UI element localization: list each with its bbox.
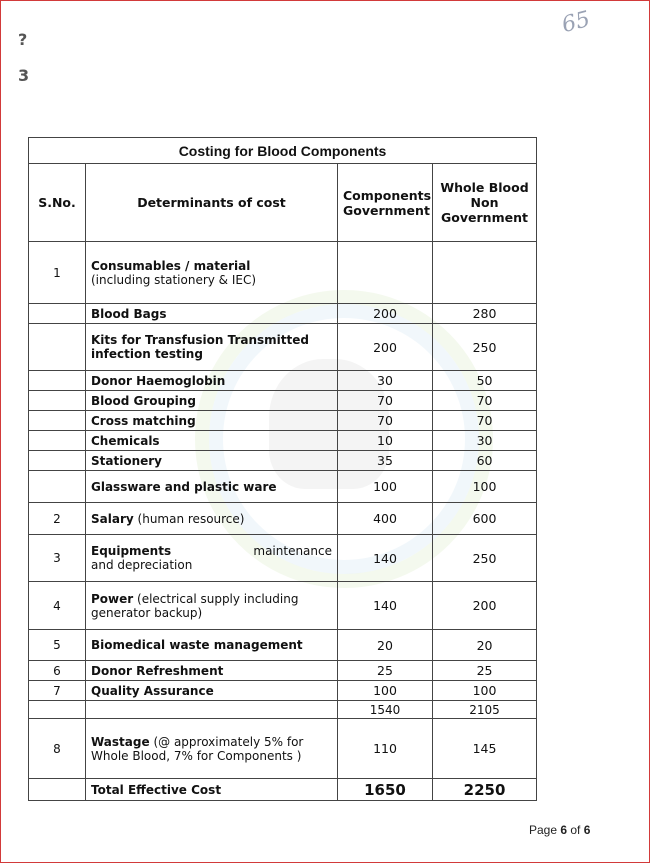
handwritten-page-number: 65 <box>559 6 593 39</box>
header-whole-blood: Whole Blood Non Government <box>433 164 537 242</box>
cost-table <box>28 137 537 801</box>
margin-mark: ? <box>18 30 28 49</box>
table-row: 1 Consumables / material (including stationery & IEC) <box>29 242 537 304</box>
table-row: 7 Quality Assurance 100 100 <box>29 681 537 701</box>
table-row: Kits for Transfusion Transmitted infection testing 200 250 <box>29 324 537 371</box>
table-row: Blood Grouping 70 70 <box>29 391 537 411</box>
table-row: Donor Haemoglobin 30 50 <box>29 371 537 391</box>
total-non-govt: 2250 <box>433 779 537 801</box>
margin-mark: 3 <box>18 66 30 85</box>
table-row: Blood Bags 200 280 <box>29 304 537 324</box>
table-caption: Costing for Blood Components <box>29 138 537 164</box>
table-row: 2 Salary (human resource) 400 600 <box>29 503 537 535</box>
table-row: 6 Donor Refreshment 25 25 <box>29 661 537 681</box>
header-determinants: Determinants of cost <box>86 164 338 242</box>
subtotal-row: 1540 2105 <box>29 701 537 719</box>
total-label: Total Effective Cost <box>86 779 338 801</box>
header-sno: S.No. <box>29 164 86 242</box>
table-row: Chemicals 10 30 <box>29 431 537 451</box>
table-row: 8 Wastage (@ approximately 5% for Whole Blood, 7% for Components ) 110 145 <box>29 719 537 779</box>
total-row <box>29 779 537 801</box>
page-footer: Page 6 of 6 <box>529 823 591 837</box>
table-row: 4 Power (electrical supply including generator backup) 140 200 <box>29 582 537 630</box>
header-components-govt: Components Government <box>338 164 433 242</box>
table-row: Glassware and plastic ware 100 100 <box>29 471 537 503</box>
table-row: Cross matching 70 70 <box>29 411 537 431</box>
table-row: Stationery 35 60 <box>29 451 537 471</box>
total-govt: 1650 <box>338 779 433 801</box>
table-row: 3 Equipments maintenance and depreciation 140 250 <box>29 535 537 582</box>
header-row <box>29 164 537 242</box>
table-row: 5 Biomedical waste management 20 20 <box>29 630 537 661</box>
